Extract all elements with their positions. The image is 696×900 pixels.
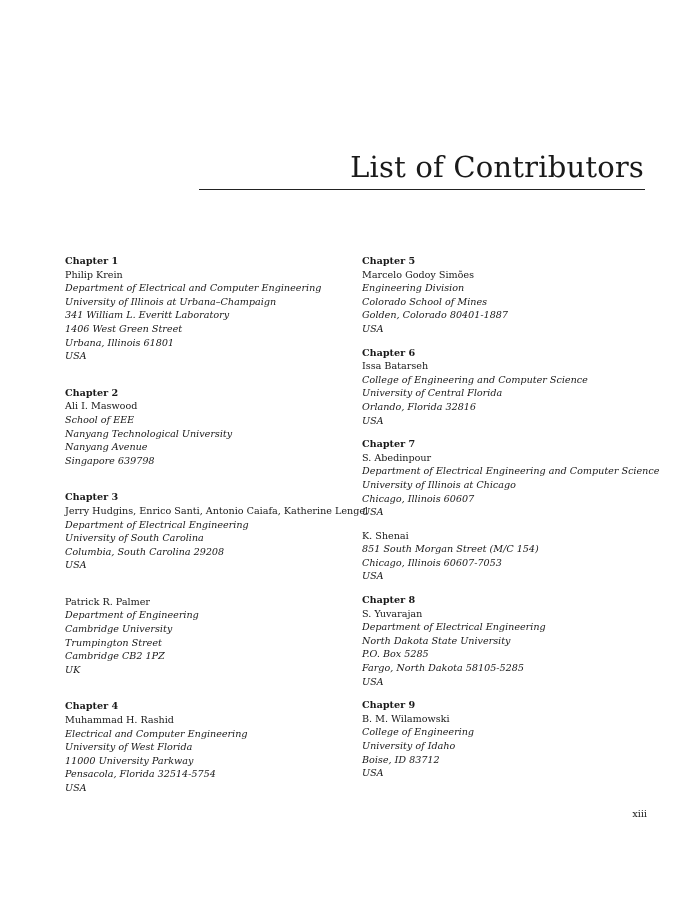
affiliation-line: Cambridge University [65, 624, 173, 636]
contributor-name: Ali I. Maswood [65, 401, 138, 413]
affiliation-line: Chicago, Illinois 60607 [362, 493, 475, 505]
affiliation-line: Urbana, Illinois 61801 [65, 337, 175, 349]
contributor-name: Muhammad H. Rashid [65, 715, 174, 727]
affiliation-line: USA [65, 783, 87, 794]
affiliation-line: Department of Engineering [65, 610, 199, 622]
affiliation-line: University of Idaho [362, 741, 456, 752]
contributor-entry [65, 700, 357, 795]
affiliation-line: 11000 University Parkway [65, 755, 194, 767]
affiliation-line: Golden, Colorado 80401-1887 [362, 310, 509, 322]
affiliation-line: Nanyang Technological University [65, 428, 233, 440]
affiliation-line: USA [362, 323, 384, 335]
affiliation-line: Engineering Division [362, 283, 465, 295]
chapter-heading: Chapter 5 [362, 256, 416, 267]
affiliation-line: UK [65, 664, 81, 676]
contributor-name: Issa Batarseh [362, 361, 429, 373]
chapter-heading: Chapter 1 [65, 256, 119, 267]
affiliation-line: Trumpington Street [65, 637, 162, 649]
affiliation-line: University of Illinois at Chicago [362, 479, 516, 491]
chapter-heading: Chapter 6 [362, 347, 416, 359]
affiliation-line: P.O. Box 5285 [362, 649, 429, 661]
affiliation-line: 851 South Morgan Street (M/C 154) [362, 544, 539, 556]
affiliation-line: Department of Electrical Engineering [65, 519, 249, 531]
affiliation-line: Pensacola, Florida 32514-5754 [65, 769, 216, 781]
contributor-name: K. Shenai [362, 530, 409, 542]
contributor-entry [362, 699, 662, 781]
contributor-entry [362, 594, 662, 689]
page-title: List of Contributors [350, 150, 644, 184]
affiliation-line: College of Engineering and Computer Science [362, 374, 588, 386]
affiliation-line: University of Central Florida [362, 388, 503, 400]
affiliation-line: USA [362, 415, 384, 427]
chapter-heading: Chapter 4 [65, 701, 119, 713]
affiliation-line: North Dakota State University [362, 635, 511, 647]
chapter-heading: Chapter 2 [65, 387, 119, 399]
page-number: xiii [632, 809, 647, 820]
affiliation-line: 341 William L. Everitt Laboratory [65, 310, 230, 322]
contributor-entry [362, 347, 662, 429]
affiliation-line: College of Engineering [362, 727, 475, 739]
contributor-name: S. Abedinpour [362, 452, 432, 464]
affiliation-line: USA [362, 768, 384, 780]
contributor-name: Jerry Hudgins, Enrico Santi, Antonio Caiafa, Katherine Lengel [65, 505, 369, 517]
affiliation-line: Singapore 639798 [65, 455, 155, 467]
contributor-name: Marcelo Godoy Simões [362, 269, 475, 281]
affiliation-line: Department of Electrical and Computer Engineering [65, 283, 322, 295]
affiliation-line: 1406 West Green Street [65, 323, 183, 335]
contributor-name: Philip Krein [65, 269, 123, 281]
affiliation-line: University of South Carolina [65, 533, 204, 545]
contributor-entry [362, 255, 662, 337]
chapter-heading: Chapter 3 [65, 492, 119, 504]
affiliation-line: Electrical and Computer Engineering [65, 728, 248, 740]
contributor-entry [362, 438, 662, 520]
affiliation-line: USA [65, 560, 87, 572]
affiliation-line: USA [362, 507, 384, 519]
affiliation-line: Cambridge CB2 1PZ [65, 651, 165, 663]
affiliation-line: Chicago, Illinois 60607-7053 [362, 557, 502, 569]
chapter-heading: Chapter 8 [362, 595, 416, 607]
affiliation-line: University of Illinois at Urbana–Champaign [65, 296, 277, 308]
contributor-entry [362, 530, 662, 584]
contributor-name: B. M. Wilamowski [362, 713, 450, 725]
title-rule [199, 189, 645, 190]
affiliation-line: USA [362, 571, 384, 583]
affiliation-line: Boise, ID 83712 [362, 754, 440, 766]
affiliation-line: School of EEE [65, 414, 135, 426]
contributors-right-column [362, 255, 662, 795]
affiliation-line: USA [362, 676, 384, 688]
contributor-entry [65, 387, 357, 469]
affiliation-line: Department of Electrical Engineering and Computer Science [362, 466, 660, 478]
affiliation-line: University of West Florida [65, 742, 193, 754]
affiliation-line: Orlando, Florida 32816 [362, 401, 477, 413]
contributor-entry [65, 596, 357, 678]
affiliation-line: USA [65, 351, 87, 363]
affiliation-line: Fargo, North Dakota 58105-5285 [362, 663, 524, 675]
affiliation-line: Department of Electrical Engineering [362, 622, 546, 634]
affiliation-line: Nanyang Avenue [65, 442, 148, 454]
contributor-name: S. Yuvarajan [362, 608, 423, 620]
affiliation-line: Columbia, South Carolina 29208 [65, 546, 225, 558]
contributor-name: Patrick R. Palmer [65, 596, 150, 608]
contributor-entry [65, 255, 357, 364]
contributor-entry [65, 491, 369, 573]
contributors-left-column [65, 255, 369, 810]
affiliation-line: Colorado School of Mines [362, 296, 488, 308]
chapter-heading: Chapter 9 [362, 700, 416, 712]
chapter-heading: Chapter 7 [362, 439, 416, 451]
